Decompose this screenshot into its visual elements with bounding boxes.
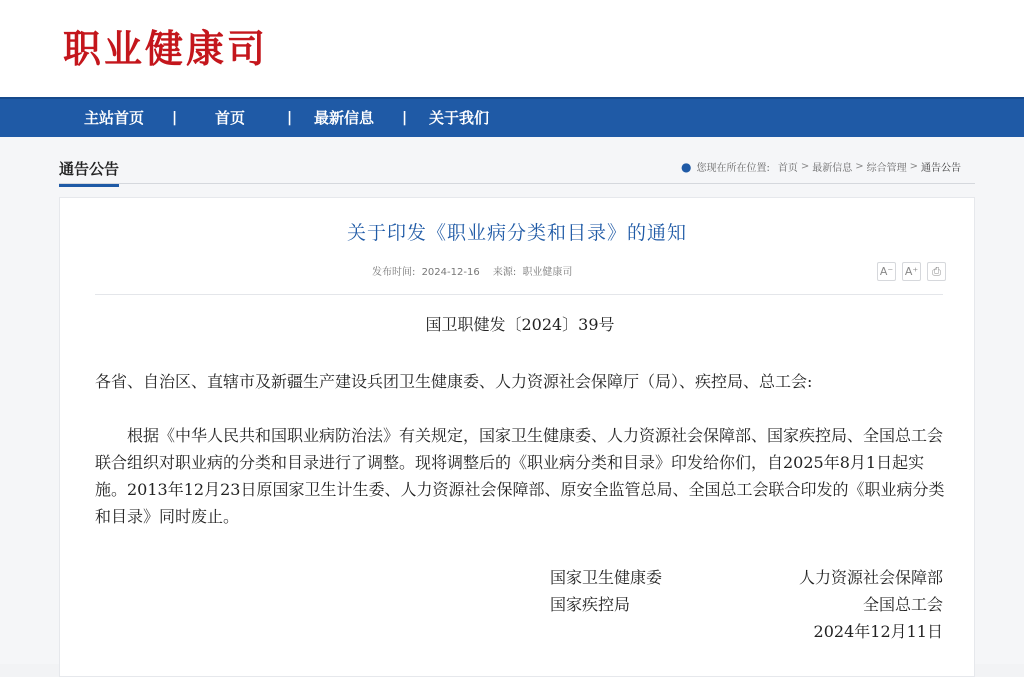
main-nav: [0, 97, 1024, 137]
signatory-ndcpa: 国家疾控局: [550, 595, 631, 614]
breadcrumb-latest[interactable]: 最新信息: [812, 163, 853, 174]
salutation: 各省、自治区、直辖市及新疆生产建设兵团卫生健康委、人力资源社会保障厅（局）、疾控局、总工会:: [95, 372, 813, 391]
nav-item-latest[interactable]: 最新信息: [314, 109, 375, 127]
site-logo[interactable]: 职业健康司: [63, 27, 269, 71]
document-number: 国卫职健发〔2024〕39号: [425, 315, 615, 334]
signature-date: 2024年12月11日: [813, 622, 943, 641]
article-meta: [372, 263, 575, 278]
section-divider: [59, 183, 975, 184]
publish-date: 2024-12-16: [421, 267, 480, 278]
breadcrumb-arrow: >: [800, 161, 810, 172]
signatory-nhc: 国家卫生健康委: [550, 568, 663, 587]
breadcrumb-arrow: >: [909, 161, 919, 172]
signatory-mohrss: 人力资源社会保障部: [798, 568, 943, 587]
source-label: 来源:: [492, 267, 517, 278]
breadcrumb-home[interactable]: 首页: [777, 163, 798, 174]
signatory-acftu: 全国总工会: [862, 595, 943, 614]
breadcrumb-current[interactable]: 通告公告: [921, 163, 962, 174]
location-pin-icon: ●: [681, 159, 692, 174]
article-tools: [877, 262, 946, 281]
nav-item-about[interactable]: 关于我们: [429, 109, 490, 127]
section-title: 通告公告: [59, 158, 119, 187]
nav-item-home[interactable]: 首页: [215, 109, 246, 127]
print-icon[interactable]: ⎙: [927, 262, 946, 281]
font-decrease-icon[interactable]: A⁻: [877, 262, 896, 281]
nav-item-main-home[interactable]: 主站首页: [84, 109, 145, 127]
breadcrumb-general[interactable]: 综合管理: [866, 163, 907, 174]
article-title: 关于印发《职业病分类和目录》的通知: [346, 222, 687, 244]
publish-label: 发布时间:: [372, 267, 416, 278]
meta-divider: [95, 294, 943, 295]
body-paragraph: 根据《中华人民共和国职业病防治法》有关规定，国家卫生健康委、人力资源社会保障部、国家疾控局、全国总工会联合组织对职业病的分类和目录进行了调整。现将调整后的《职业病分类和目录》印发给你们，自2025年8月1日起实施。2013年12月23日原国家卫生计生委、人力资源社会保障部、原安全监管总局、全国总工会联合印发的《职业病分类和目录》同时废止。: [95, 426, 945, 526]
site-header: [0, 0, 1024, 97]
breadcrumb-arrow: >: [855, 161, 864, 172]
breadcrumb: [681, 159, 961, 174]
nav-separator: |: [172, 110, 178, 126]
breadcrumb-prefix: 您现在所在位置:: [696, 163, 770, 174]
source-value: 职业健康司: [522, 267, 573, 278]
nav-separator: |: [402, 110, 408, 126]
font-increase-icon[interactable]: A⁺: [902, 262, 921, 281]
nav-separator: |: [287, 110, 293, 126]
